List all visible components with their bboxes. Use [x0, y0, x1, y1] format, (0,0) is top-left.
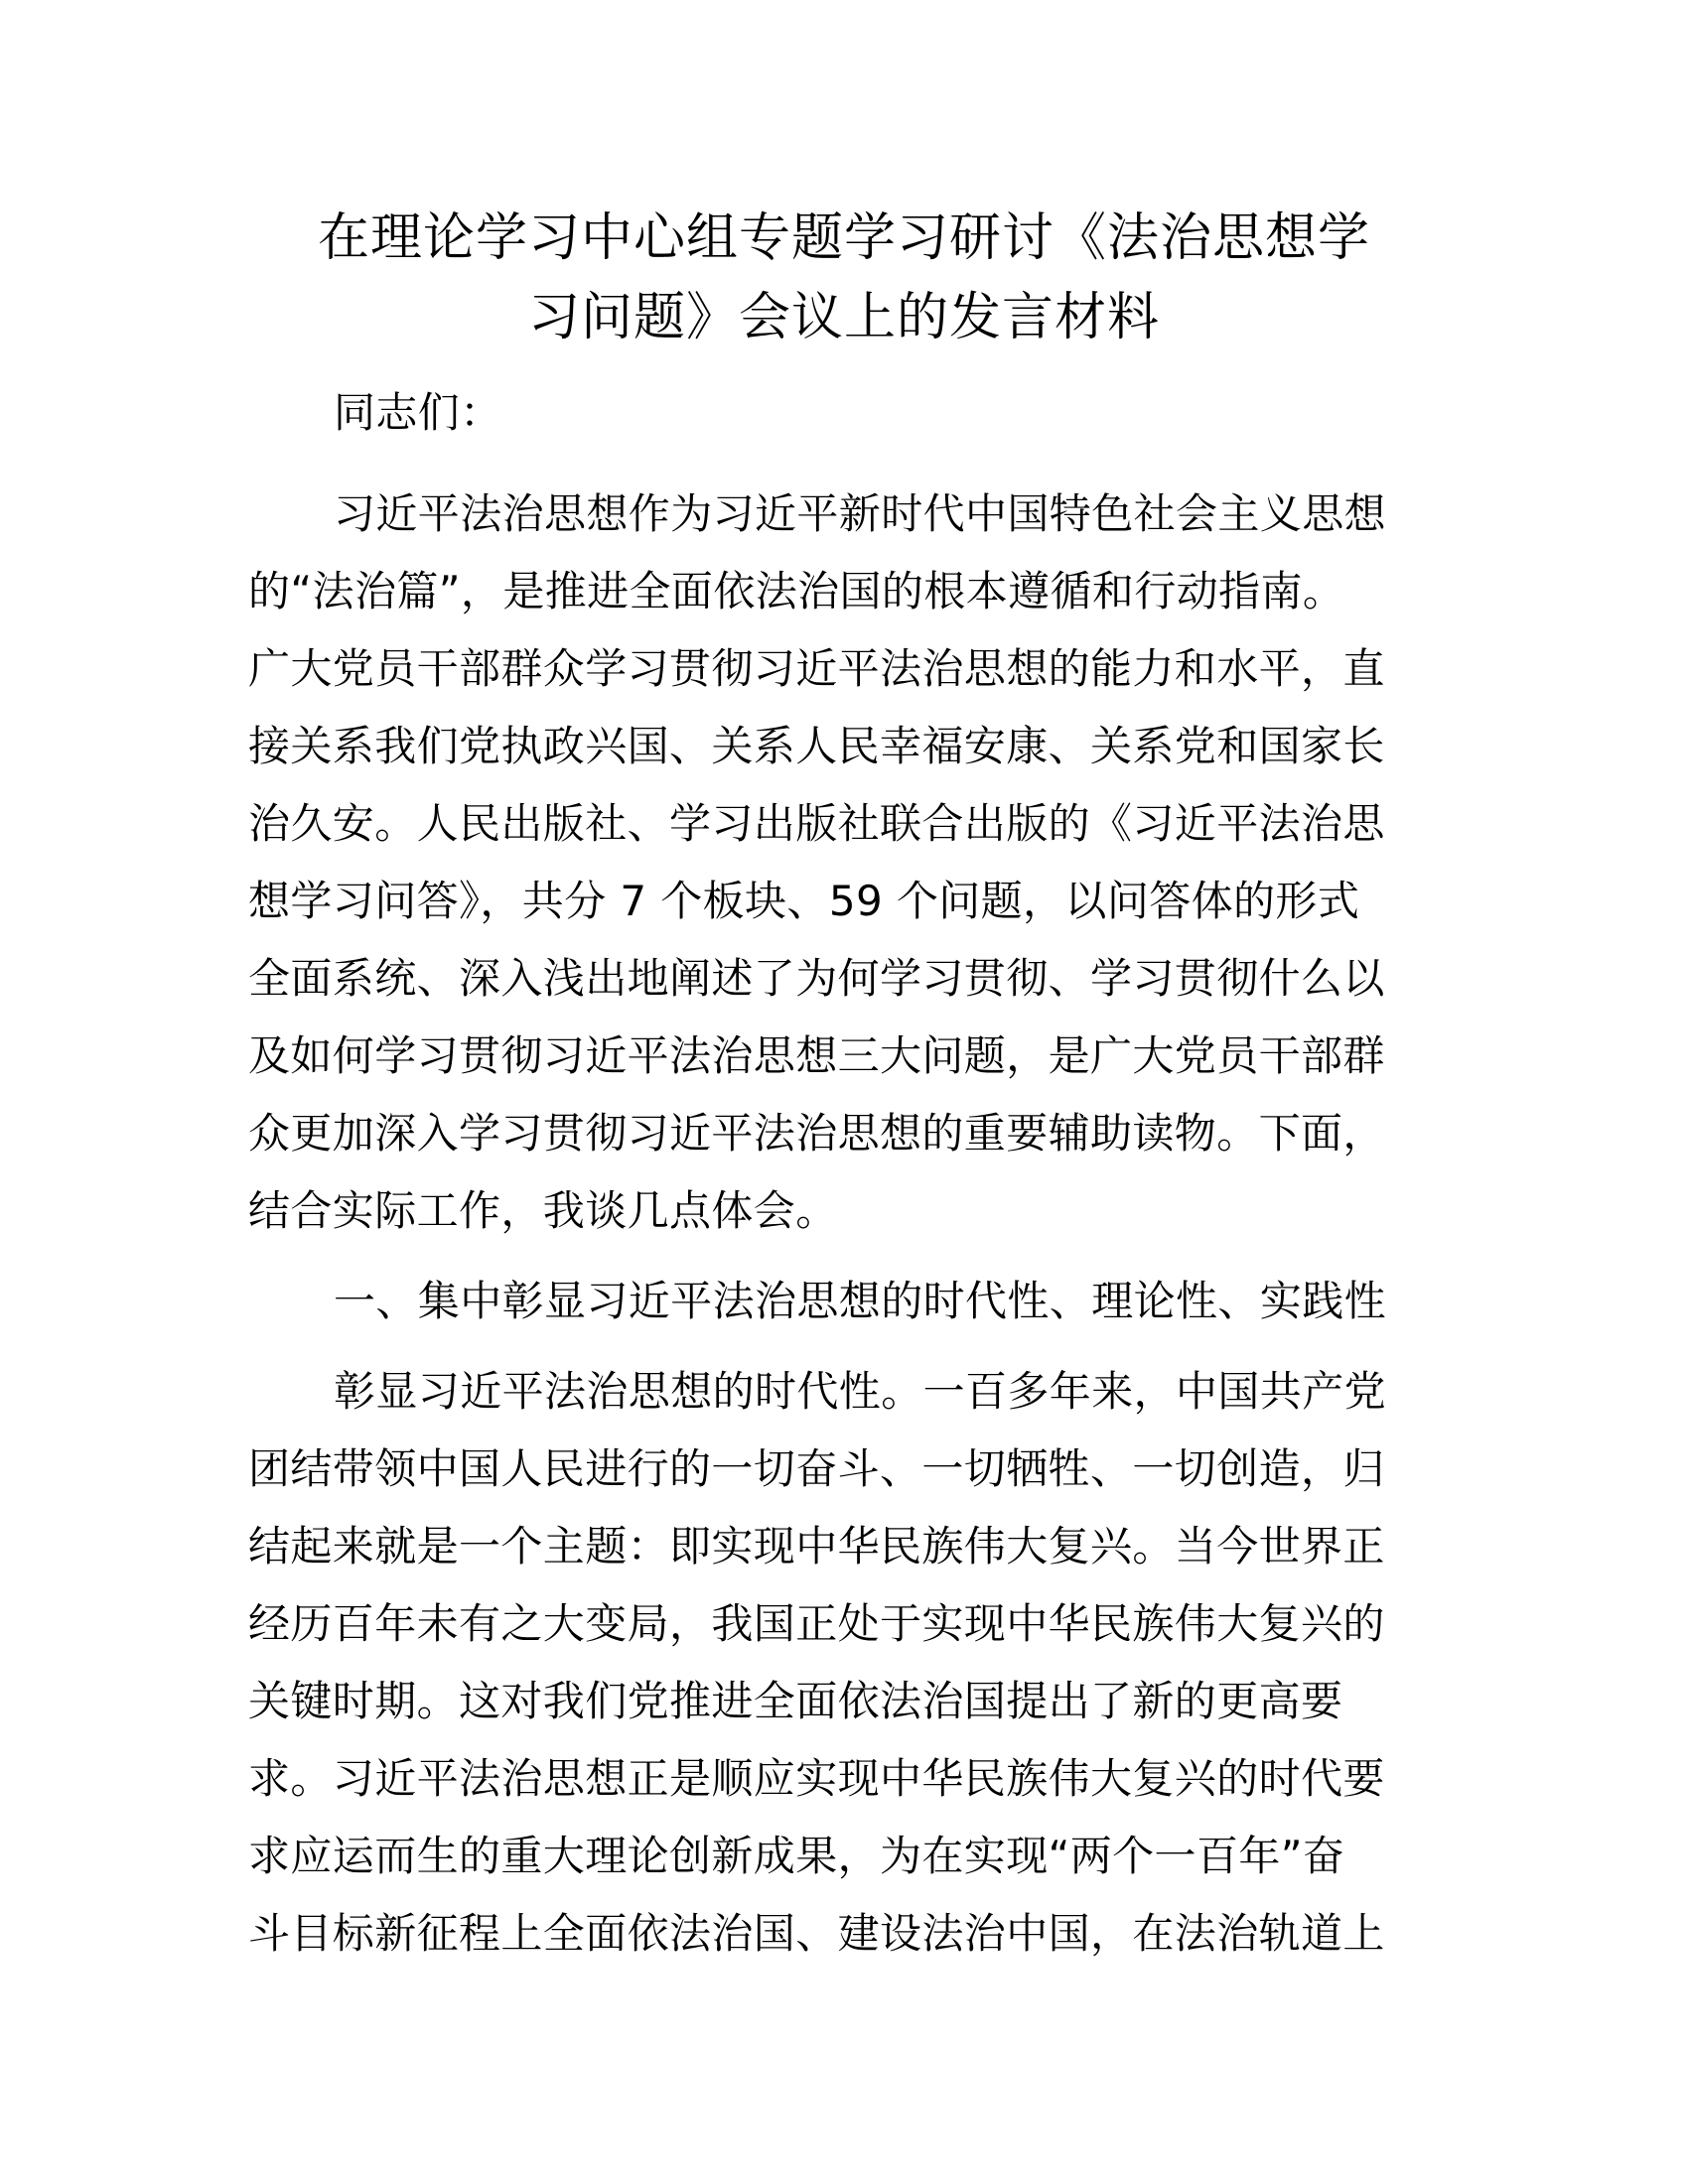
paragraph-line: 斗目标新征程上全面依法治国、建设法治中国，在法治轨道上: [248, 1909, 1385, 1958]
paragraph-line: 习近平法治思想作为习近平新时代中国特色社会主义思想: [334, 489, 1387, 538]
paragraph-line: 想学习问答》，共分 7 个板块、59 个问题，以问答体的形式: [248, 877, 1360, 925]
salutation: 同志们：: [334, 388, 502, 437]
section-heading-1: 一、集中彰显习近平法治思想的时代性、理论性、实践性: [334, 1277, 1387, 1325]
paragraph-line: 全面系统、深入浅出地阐述了为何学习贯彻、学习贯彻什么以: [248, 954, 1385, 1003]
paragraph-line: 的“法治篇”，是推进全面依法治国的根本遵循和行动指南。: [248, 567, 1345, 615]
paragraph-line: 关键时期。这对我们党推进全面依法治国提出了新的更高要: [248, 1677, 1343, 1725]
paragraph-line: 求应运而生的重大理论创新成果，为在实现“两个一百年”奋: [248, 1832, 1345, 1880]
paragraph-line: 经历百年未有之大变局，我国正处于实现中华民族伟大复兴的: [248, 1599, 1385, 1648]
paragraph-line: 及如何学习贯彻习近平法治思想三大问题，是广大党员干部群: [248, 1031, 1385, 1080]
paragraph-line: 结起来就是一个主题：即实现中华民族伟大复兴。当今世界正: [248, 1522, 1385, 1570]
paragraph-line: 求。习近平法治思想正是顺应实现中华民族伟大复兴的时代要: [248, 1754, 1385, 1803]
title-line-2: 习问题》会议上的发言材料: [527, 288, 1160, 347]
paragraph-line: 接关系我们党执政兴国、关系人民幸福安康、关系党和国家长: [248, 722, 1385, 770]
paragraph-line: 众更加深入学习贯彻习近平法治思想的重要辅助读物。下面，: [248, 1109, 1385, 1158]
paragraph-line: 广大党员干部群众学习贯彻习近平法治思想的能力和水平，直: [248, 644, 1385, 693]
document-title: [199, 199, 1489, 357]
paragraph-line: 结合实际工作，我谈几点体会。: [248, 1186, 838, 1235]
paragraph-line: 彰显习近平法治思想的时代性。一百多年来，中国共产党: [334, 1367, 1387, 1416]
title-line-1: 在理论学习中心组专题学习研讨《法治思想学: [317, 208, 1370, 268]
paragraph-line: 团结带领中国人民进行的一切奋斗、一切牺牲、一切创造，归: [248, 1444, 1385, 1493]
paragraph-line: 治久安。人民出版社、学习出版社联合出版的《习近平法治思: [248, 799, 1385, 848]
